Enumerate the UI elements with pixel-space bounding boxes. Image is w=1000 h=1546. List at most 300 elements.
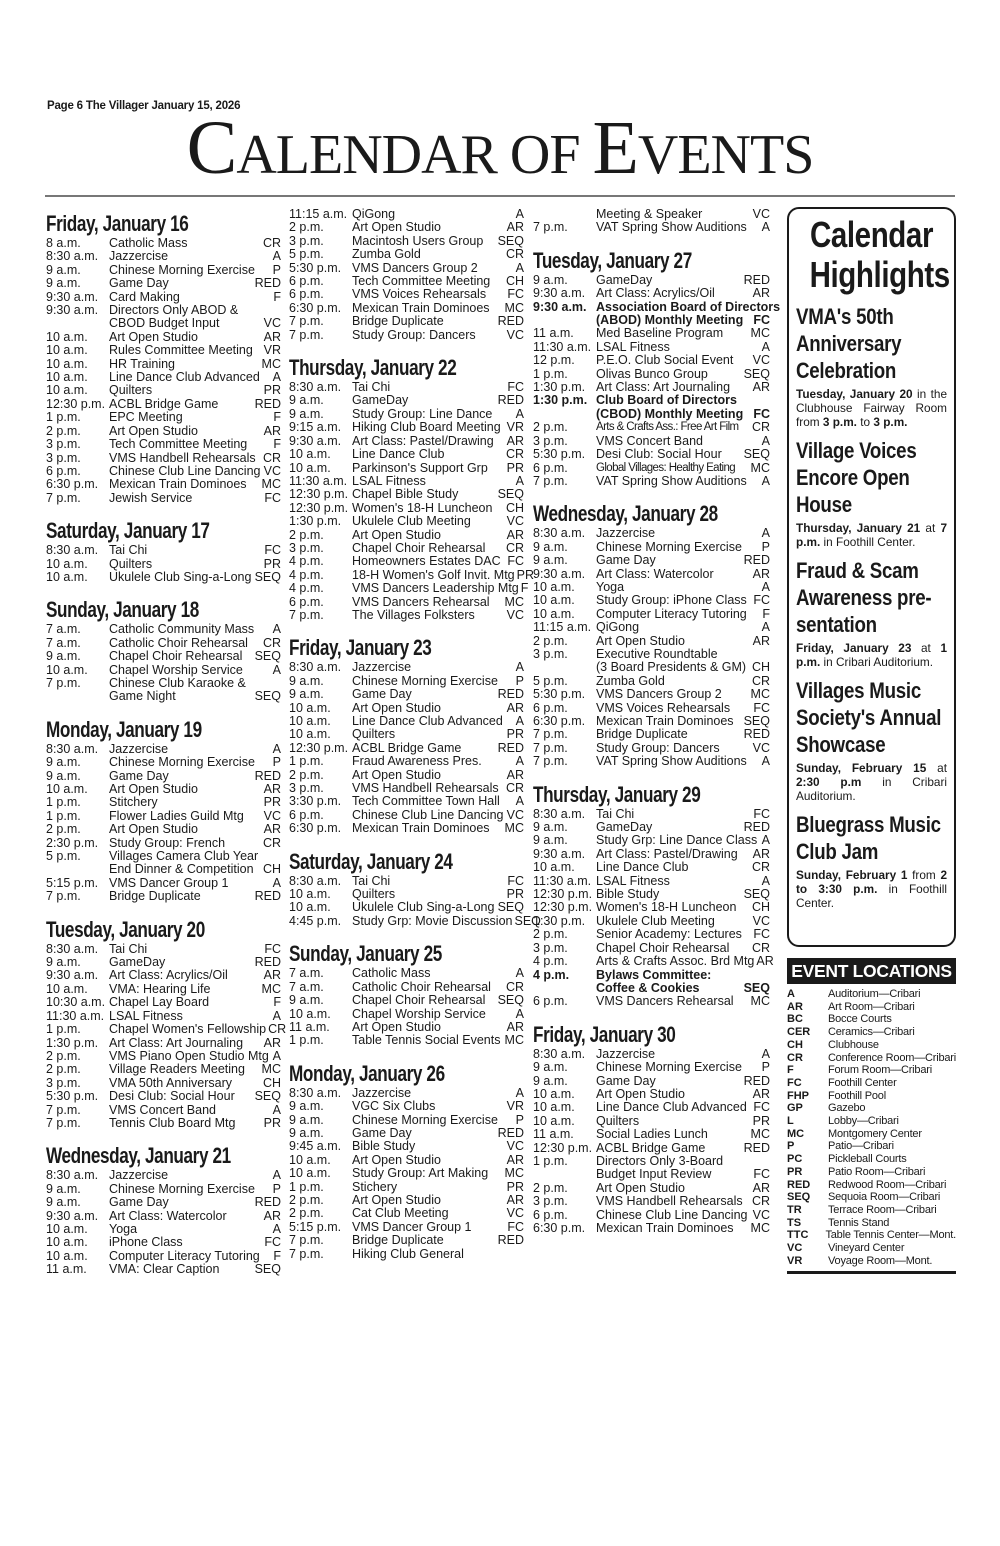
event-location-code: FC — [753, 806, 770, 821]
event-name: Art Open Studio — [352, 527, 441, 542]
event-row — [533, 888, 770, 901]
event-name: Computer Literacy Tutoring — [109, 1248, 260, 1263]
highlights-list — [796, 303, 947, 910]
event-location-code: AR — [506, 1152, 524, 1167]
event-row — [533, 368, 770, 381]
masthead-of: OF — [496, 124, 593, 186]
event-name: Ukulele Club Sing-a-Long — [109, 569, 252, 584]
event-name: LSAL Fitness — [596, 339, 670, 354]
event-location-code: VC — [263, 316, 281, 331]
event-location-code: SEQ — [497, 487, 524, 502]
event-name: Art Class: Art Journaling — [109, 1035, 244, 1050]
event-row — [289, 435, 524, 448]
event-row — [46, 823, 281, 836]
event-time: 10 a.m. — [533, 1086, 575, 1101]
event-row — [289, 702, 524, 715]
day-section — [46, 212, 281, 505]
day-heading: Wednesday, January 21 — [46, 1143, 231, 1169]
event-name: Directors Only 3-Board — [596, 1153, 724, 1168]
event-time: 11 a.m. — [533, 1127, 574, 1142]
event-name: Tech Committee Meeting — [352, 274, 491, 289]
event-row — [533, 995, 770, 1008]
section-gap — [533, 235, 770, 245]
event-time: 5:30 p.m. — [289, 260, 342, 275]
event-location-code: PR — [263, 383, 281, 398]
masthead-e: E — [592, 106, 638, 190]
event-location-code: A — [761, 873, 770, 888]
event-location-code: MC — [750, 460, 770, 475]
location-name: Patio Room—Cribari — [828, 1165, 926, 1178]
event-row — [533, 1168, 770, 1181]
event-name: Quilters — [109, 556, 153, 571]
event-location-code: A — [761, 833, 770, 848]
event-time: 1:30 p.m. — [533, 913, 586, 928]
event-location-code: FC — [753, 927, 770, 942]
day-heading: Thursday, January 29 — [533, 781, 701, 807]
event-name: Chapel Worship Service — [352, 1006, 486, 1021]
event-row — [46, 650, 281, 663]
event-time: 8:30 a.m. — [289, 380, 342, 395]
event-row — [533, 834, 770, 847]
event-name: Mexican Train Dominoes — [596, 1221, 734, 1235]
event-location-code: FC — [753, 1167, 770, 1182]
calendar-highlights-box — [787, 207, 956, 947]
event-name: VMS Dancers Rehearsal — [352, 594, 490, 609]
event-time: 2 p.m. — [289, 1192, 324, 1207]
event-location-code: SEQ — [743, 366, 770, 381]
event-name: Art Class: Pastel/Drawing — [352, 433, 494, 448]
event-time: 7 a.m. — [289, 979, 324, 994]
event-name: Game Day — [109, 276, 169, 291]
event-location-code: FC — [753, 1100, 770, 1115]
event-time: 10 a.m. — [46, 1221, 88, 1236]
event-time: 9 a.m. — [289, 393, 324, 408]
event-row — [289, 755, 524, 768]
event-name: Art Open Studio — [352, 1019, 441, 1034]
event-location-code: A — [515, 207, 524, 221]
event-time: 6 p.m. — [289, 807, 324, 822]
event-row — [289, 262, 524, 275]
event-row — [289, 1021, 524, 1034]
event-name: Line Dance Club — [596, 860, 689, 875]
highlight-heading: VMA's 50th Anniversary Celebration — [796, 304, 902, 383]
event-name: Homeowners Estates DAC — [352, 554, 501, 569]
event-location-code: AR — [752, 380, 770, 395]
event-row — [533, 1142, 770, 1155]
event-name: Art Class: Acrylics/Oil — [596, 286, 715, 301]
masthead-c: C — [186, 106, 237, 190]
event-row — [533, 274, 770, 287]
event-location-code: RED — [254, 768, 281, 783]
event-time — [46, 863, 109, 876]
event-time: 9 a.m. — [46, 1195, 81, 1210]
event-time: 11:30 a.m. — [533, 339, 592, 354]
location-row — [787, 1242, 956, 1255]
event-name: Chinese Club Karaoke & — [109, 675, 246, 690]
event-name: Bridge Duplicate — [352, 1233, 444, 1248]
event-name: VAT Spring Show Auditions — [596, 220, 747, 235]
event-name: Tech Committee Meeting — [109, 437, 248, 452]
event-location-code: AR — [506, 767, 524, 782]
event-row — [46, 398, 281, 411]
event-name: ACBL Bridge Game — [352, 740, 462, 755]
event-name: Study Group: iPhone Class — [596, 593, 747, 608]
location-code: CER — [787, 1026, 811, 1039]
event-location-code: RED — [497, 1125, 524, 1140]
event-location-code: CR — [262, 450, 281, 465]
event-row — [46, 452, 281, 465]
event-location-code: A — [272, 1048, 281, 1063]
event-location-code: RED — [743, 1073, 770, 1088]
event-row — [46, 837, 281, 850]
event-row — [289, 1034, 524, 1047]
event-name: Game Day — [352, 687, 412, 702]
day-heading: Thursday, January 22 — [289, 355, 457, 381]
event-time: 10 a.m. — [46, 981, 88, 996]
day-section — [46, 519, 281, 584]
event-time: 3 p.m. — [533, 433, 568, 448]
event-time: 10 a.m. — [46, 383, 88, 398]
event-time: 2:30 p.m. — [46, 835, 99, 850]
event-row — [46, 756, 281, 769]
event-time: 10 a.m. — [289, 1152, 331, 1167]
location-name: Art Room—Cribari — [828, 1000, 915, 1013]
event-location-code: MC — [261, 1062, 281, 1077]
event-row — [289, 913, 541, 928]
event-time: 1 p.m. — [289, 754, 324, 769]
event-row — [533, 915, 770, 928]
event-name: Computer Literacy Tutoring — [596, 606, 747, 621]
event-row — [46, 890, 281, 903]
event-row — [289, 542, 524, 555]
event-row — [533, 568, 770, 581]
event-location-code: VC — [506, 514, 524, 529]
event-name: Olivas Bunco Group — [596, 366, 708, 381]
event-location-code: VC — [263, 808, 281, 823]
event-time: 9:30 a.m. — [533, 846, 586, 861]
event-time: 11 a.m. — [46, 1262, 87, 1277]
location-row — [787, 1191, 956, 1204]
event-row — [533, 299, 781, 314]
location-row — [787, 1217, 956, 1230]
event-row — [46, 264, 281, 277]
location-code: A — [787, 988, 795, 1000]
location-code: CR — [787, 1051, 803, 1064]
event-time: 9 a.m. — [46, 649, 81, 664]
event-row — [289, 596, 524, 609]
event-time: 3 p.m. — [533, 940, 568, 955]
event-name: VMS Piano Open Studio Mtg — [109, 1048, 269, 1063]
location-code: CH — [787, 1038, 803, 1051]
event-location-code: A — [272, 741, 281, 756]
event-row — [533, 341, 770, 354]
event-location-code: RED — [254, 276, 281, 291]
event-name: Bible Study — [352, 1139, 416, 1154]
event-time: 1:30 p.m. — [46, 1035, 99, 1050]
event-time: 7 p.m. — [289, 607, 324, 622]
location-code: VC — [787, 1242, 803, 1255]
event-row — [289, 1127, 524, 1140]
event-name: ACBL Bridge Game — [109, 396, 219, 411]
event-time: 9:30 a.m. — [533, 299, 587, 314]
event-time: 10 a.m. — [533, 1100, 575, 1115]
event-location-code: MC — [504, 1033, 524, 1048]
event-name: Bible Study — [596, 887, 660, 902]
event-time: 9 a.m. — [533, 833, 568, 848]
event-time: 10 a.m. — [46, 329, 88, 344]
event-row — [533, 675, 770, 688]
event-time: 6 p.m. — [533, 1207, 568, 1222]
event-location-code: MC — [504, 594, 524, 609]
event-location-code — [768, 1155, 770, 1168]
event-row — [46, 438, 281, 451]
event-time: 5 p.m. — [289, 247, 324, 262]
event-time: 7 p.m. — [289, 327, 324, 342]
event-row — [289, 208, 524, 221]
event-row — [46, 331, 281, 344]
event-time: 12:30 p.m. — [533, 900, 593, 915]
event-row — [533, 1061, 770, 1074]
event-name: GameDay — [596, 272, 653, 287]
event-time: 2 p.m. — [46, 1062, 81, 1077]
event-location-code: CR — [262, 635, 281, 650]
event-row — [533, 1075, 770, 1088]
event-location-code: MC — [750, 326, 770, 341]
event-time: 11:30 a.m. — [533, 873, 592, 888]
event-row — [533, 554, 770, 567]
event-row — [533, 408, 770, 421]
event-row — [289, 515, 524, 528]
event-name: Stichery — [352, 1179, 398, 1194]
event-location-code: PR — [506, 727, 524, 742]
event-location-code: RED — [743, 727, 770, 742]
event-row — [533, 1101, 770, 1114]
event-row — [46, 1117, 281, 1130]
calendar-column-2 — [289, 207, 541, 1261]
event-time: 2 p.m. — [46, 822, 81, 837]
event-time: 7 a.m. — [46, 635, 81, 650]
event-time: 10 a.m. — [289, 727, 331, 742]
highlights-title-line1: Calendar — [809, 214, 934, 255]
event-name: Social Ladies Lunch — [596, 1127, 708, 1142]
event-time: 9 a.m. — [533, 539, 568, 554]
event-row — [533, 661, 770, 674]
day-section — [289, 208, 524, 342]
event-row — [289, 661, 524, 674]
event-location-code — [279, 677, 281, 690]
event-time: 10 a.m. — [289, 714, 331, 728]
event-name: Catholic Community Mass — [109, 622, 255, 637]
event-name: VMS Handbell Rehearsals — [109, 450, 256, 465]
event-name: Art Open Studio — [352, 700, 441, 715]
event-location-code: FC — [753, 700, 770, 715]
event-time: 9 a.m. — [533, 1060, 568, 1075]
event-location-code: RED — [743, 272, 770, 287]
event-time: 2 p.m. — [289, 1206, 324, 1221]
event-location-code — [768, 648, 770, 661]
event-row — [533, 462, 770, 475]
event-time: 7 p.m. — [533, 473, 568, 488]
event-time: 6:30 p.m. — [533, 714, 586, 728]
event-row — [46, 956, 281, 969]
event-location-code: MC — [261, 356, 281, 371]
event-location-code: MC — [261, 477, 281, 492]
event-location-code: PR — [506, 1179, 524, 1194]
event-time: 9 a.m. — [46, 276, 81, 291]
event-name: Art Open Studio — [109, 782, 198, 796]
event-location-code: P — [761, 539, 770, 554]
event-location-code: CR — [505, 247, 524, 262]
event-time: 9 a.m. — [533, 1073, 568, 1088]
calendar-column-3 — [533, 207, 781, 1235]
event-time: 5:15 p.m. — [289, 1219, 342, 1234]
event-name: Art Open Studio — [109, 822, 198, 837]
event-name: LSAL Fitness — [109, 1008, 183, 1023]
event-row — [533, 435, 770, 448]
event-time: 7 a.m. — [46, 622, 81, 637]
event-location-code: CR — [751, 940, 770, 955]
day-heading: Friday, January 16 — [46, 211, 189, 236]
location-row — [787, 1140, 956, 1153]
event-time: 9:30 a.m. — [46, 289, 99, 304]
event-location-code: FC — [753, 406, 770, 421]
event-time: 9 a.m. — [46, 768, 81, 783]
event-name: Arts & Crafts Ass.: Free Art Film — [596, 421, 739, 434]
event-time: 9:30 a.m. — [533, 566, 586, 581]
event-row — [46, 1050, 281, 1063]
event-time: 12:30 p.m. — [289, 740, 349, 755]
event-location-code: VC — [752, 1207, 770, 1222]
event-location-code: AR — [752, 1180, 770, 1195]
event-row — [289, 381, 524, 394]
event-location-code: AR — [756, 954, 774, 969]
event-name: (ABOD) Monthly Meeting — [596, 313, 744, 328]
event-location-code: VR — [263, 343, 281, 358]
event-name: Jazzercise — [596, 1046, 656, 1061]
event-time: 10 a.m. — [533, 606, 575, 621]
event-location-code: MC — [750, 1221, 770, 1235]
event-location-code: A — [272, 1102, 281, 1117]
event-location-code: FC — [507, 380, 524, 395]
event-row — [289, 248, 524, 261]
event-row — [533, 527, 770, 540]
event-row — [533, 327, 770, 340]
event-name: VMS Voices Rehearsals — [352, 287, 487, 302]
event-row — [533, 354, 770, 367]
event-row — [46, 1250, 281, 1263]
event-name: Chapel Choir Rehearsal — [352, 540, 486, 555]
event-location-code: CH — [262, 1075, 281, 1090]
event-name: VAT Spring Show Auditions — [596, 754, 747, 769]
event-row — [46, 1236, 281, 1249]
event-row — [533, 541, 770, 554]
event-time: 12:30 p.m. — [289, 487, 349, 502]
event-time: 10 a.m. — [289, 460, 331, 475]
event-name: Stitchery — [109, 795, 158, 810]
event-time: 1 p.m. — [289, 1033, 324, 1048]
event-time: 2 p.m. — [533, 420, 568, 435]
event-row — [289, 967, 524, 980]
event-time: 12:30 p.m. — [289, 500, 349, 515]
event-time: 8:30 a.m. — [533, 1046, 586, 1061]
event-time: 11:15 a.m. — [533, 620, 592, 635]
event-row — [289, 275, 524, 288]
location-name: Foothill Pool — [828, 1089, 886, 1102]
locations-bottom-rule — [787, 1271, 956, 1274]
event-location-code: PR — [506, 460, 524, 475]
highlight-heading: Village Voices Encore Open House — [796, 438, 917, 517]
event-name: Chapel Worship Service — [109, 662, 243, 677]
event-location-code: F — [273, 410, 281, 425]
event-name: Jazzercise — [109, 741, 169, 756]
event-location-code: SEQ — [254, 689, 281, 704]
event-name: Jazzercise — [596, 526, 656, 541]
event-location-code: F — [273, 1248, 281, 1263]
event-location-code: MC — [504, 1166, 524, 1181]
section-gap — [289, 1048, 524, 1058]
event-name: VMS Concert Band — [109, 1102, 216, 1117]
event-time: 8:30 a.m. — [46, 249, 99, 264]
event-name: Mexican Train Dominoes — [596, 714, 734, 728]
event-name: Yoga — [109, 1221, 138, 1236]
event-time: 1 p.m. — [533, 366, 568, 381]
event-row — [289, 1087, 524, 1100]
event-name: Study Group: Dancers — [352, 327, 476, 342]
event-row — [289, 809, 524, 822]
event-name: Art Open Studio — [352, 220, 441, 235]
event-row — [289, 1008, 524, 1021]
event-time: 7 p.m. — [46, 889, 81, 904]
day-heading: Friday, January 30 — [533, 1021, 676, 1047]
event-name: Tai Chi — [352, 380, 391, 395]
event-name: Art Class: Watercolor — [109, 1208, 227, 1223]
event-name: Tai Chi — [352, 873, 391, 888]
event-name: 18-H Women's Golf Invit. Mtg — [352, 567, 515, 582]
event-location-code: VR — [506, 420, 524, 435]
event-name: Game Day — [352, 1125, 412, 1140]
event-time: 2 p.m. — [289, 767, 324, 782]
event-location-code: P — [515, 1112, 524, 1127]
event-row — [533, 688, 770, 701]
event-location-code: SEQ — [497, 993, 524, 1008]
event-location-code: MC — [504, 300, 524, 315]
day-section — [289, 355, 534, 622]
event-time — [46, 690, 109, 703]
location-name: Tennis Stand — [828, 1216, 890, 1229]
event-row — [46, 425, 281, 438]
event-location-code: MC — [750, 994, 770, 1009]
event-time: 10 a.m. — [46, 569, 88, 584]
event-row — [533, 608, 770, 621]
event-location-code: FC — [264, 941, 281, 956]
event-time: 8:30 a.m. — [289, 660, 342, 675]
event-name: Chinese Morning Exercise — [109, 262, 255, 277]
highlight-details: Thursday, January 21 at 7 p.m. in Foothill Center. — [796, 521, 947, 549]
event-row — [46, 1022, 287, 1037]
event-row — [289, 1100, 524, 1113]
event-name: VMA: Clear Caption — [109, 1262, 220, 1277]
event-name: Budget Input Review — [596, 1167, 712, 1182]
event-name: Desi Club: Social Hour — [596, 447, 722, 462]
event-location-code — [768, 969, 770, 982]
event-name: Macintosh Users Group — [352, 233, 484, 248]
event-name: Study Group: Line Dance — [352, 406, 493, 421]
event-time: 9 a.m. — [46, 755, 81, 770]
event-name: Art Open Studio — [352, 1152, 441, 1167]
event-row — [46, 850, 281, 863]
event-location-code: A — [272, 1168, 281, 1183]
event-location-code: RED — [743, 820, 770, 835]
